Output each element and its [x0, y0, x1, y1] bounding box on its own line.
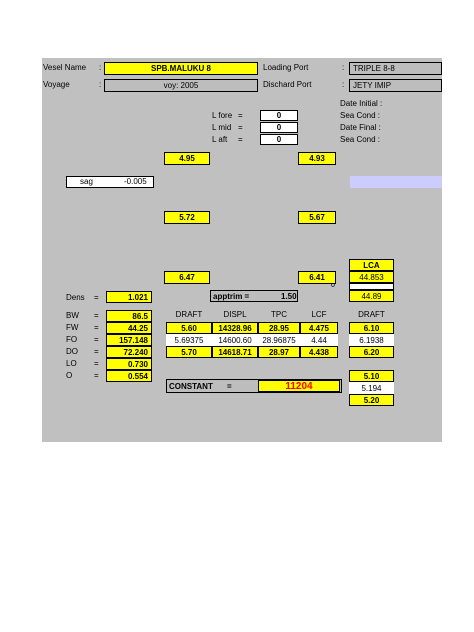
fw-label: FW — [66, 323, 79, 332]
discharge-port-colon: : — [342, 80, 345, 89]
o-eq: = — [94, 371, 99, 380]
discharge-port-label: Dischard Port — [263, 80, 312, 89]
bw-eq: = — [94, 311, 99, 320]
l-aft-field[interactable]: 0 — [260, 134, 298, 145]
voyage-label: Voyage — [43, 80, 70, 89]
hydro-row2-lcf: 4.44 — [311, 336, 327, 345]
l-mid-eq: = — [238, 123, 243, 132]
lca-value-1: 44.853 — [349, 271, 394, 283]
col-header-displ: DISPL — [223, 310, 247, 319]
hydro-row3-displ: 14618.71 — [212, 346, 258, 358]
density-field[interactable]: 1.021 — [106, 291, 152, 303]
draft-mid-left[interactable]: 5.72 — [164, 211, 210, 224]
fw-eq: = — [94, 323, 99, 332]
fw-field[interactable]: 44.25 — [106, 322, 152, 334]
apptrim-value: 1.50 — [281, 292, 297, 301]
draft-mid-right[interactable]: 5.67 — [298, 211, 336, 224]
do-field[interactable]: 72.240 — [106, 346, 152, 358]
l-mid-label: L mid — [212, 123, 232, 132]
draft-fore-left[interactable]: 4.95 — [164, 152, 210, 165]
fo-eq: = — [94, 335, 99, 344]
sag-value: -0.005 — [124, 177, 147, 186]
lo-field[interactable]: 0.730 — [106, 358, 152, 370]
discharge-port-field[interactable]: JETY IMIP — [349, 79, 442, 92]
hydro-row2-displ: 14600.60 — [218, 336, 252, 345]
draft-aft-marker: o — [331, 282, 335, 289]
vessel-name-label: Vesel Name — [43, 63, 87, 72]
apptrim-label: apptrim = — [213, 292, 250, 301]
hydro-row2-tpc: 28.96875 — [262, 336, 296, 345]
date-final-label: Date Final : — [340, 123, 381, 132]
draft-aft-right[interactable]: 6.41 — [298, 271, 336, 284]
vessel-name-field[interactable]: SPB.MALUKU 8 — [104, 62, 258, 75]
hydro-row3-tpc: 28.97 — [258, 346, 300, 358]
vessel-name-colon: : — [99, 63, 102, 72]
right-draft-header: DRAFT — [358, 310, 385, 319]
hydro-row3-lcf: 4.438 — [300, 346, 338, 358]
right-draft2-2: 5.194 — [349, 382, 394, 394]
lca-spacer — [349, 283, 394, 290]
lca-value-2: 44.89 — [349, 290, 394, 302]
constant-eq: = — [227, 382, 232, 391]
sag-label: sag — [80, 177, 93, 186]
sea-cond-1-label: Sea Cond : — [340, 111, 381, 120]
date-initial-label: Date Initial : — [340, 99, 383, 108]
right-draft2-1: 5.10 — [349, 370, 394, 382]
density-label: Dens — [66, 293, 85, 302]
col-header-lcf: LCF — [311, 310, 327, 319]
loading-port-field[interactable]: TRIPLE 8-8 — [349, 62, 442, 75]
draft-aft-left[interactable]: 6.47 — [164, 271, 210, 284]
do-eq: = — [94, 347, 99, 356]
hydro-row2-draft: 5.69375 — [174, 336, 204, 345]
l-fore-label: L fore — [212, 111, 233, 120]
hydro-row3-draft: 5.70 — [166, 346, 212, 358]
right-draft2-3: 5.20 — [349, 394, 394, 406]
l-fore-eq: = — [238, 111, 243, 120]
hydro-row1-lcf: 4.475 — [300, 322, 338, 334]
voyage-colon: : — [99, 80, 102, 89]
voyage-field[interactable]: voy: 2005 — [104, 79, 258, 92]
bw-field[interactable]: 86.5 — [106, 310, 152, 322]
right-draft-1: 6.10 — [349, 322, 394, 334]
hydro-row1-draft: 5.60 — [166, 322, 212, 334]
l-aft-eq: = — [238, 135, 243, 144]
draft-fore-right[interactable]: 4.93 — [298, 152, 336, 165]
hydro-row1-displ: 14328.96 — [212, 322, 258, 334]
lo-label: LO — [66, 359, 77, 368]
lavender-band — [350, 176, 442, 188]
loading-port-colon: : — [342, 63, 345, 72]
col-header-draft: DRAFT — [175, 310, 203, 319]
o-field[interactable]: 0.554 — [106, 370, 152, 382]
l-mid-field[interactable]: 0 — [260, 122, 298, 133]
o-label: O — [66, 371, 73, 380]
l-aft-label: L aft — [212, 135, 228, 144]
fo-label: FO — [66, 335, 78, 344]
loading-port-label: Loading Port — [263, 63, 309, 72]
sea-cond-2-label: Sea Cond : — [340, 135, 381, 144]
constant-value: 11204 — [258, 380, 340, 392]
density-eq: = — [94, 293, 99, 302]
right-draft-2: 6.1938 — [349, 334, 394, 346]
col-header-tpc: TPC — [271, 310, 287, 319]
bw-label: BW — [66, 311, 79, 320]
constant-label: CONSTANT — [169, 382, 213, 391]
fo-field[interactable]: 157.148 — [106, 334, 152, 346]
lca-header: LCA — [349, 259, 394, 271]
hydro-row1-tpc: 28.95 — [258, 322, 300, 334]
l-fore-field[interactable]: 0 — [260, 110, 298, 121]
do-label: DO — [66, 347, 78, 356]
lo-eq: = — [94, 359, 99, 368]
right-draft-3: 6.20 — [349, 346, 394, 358]
